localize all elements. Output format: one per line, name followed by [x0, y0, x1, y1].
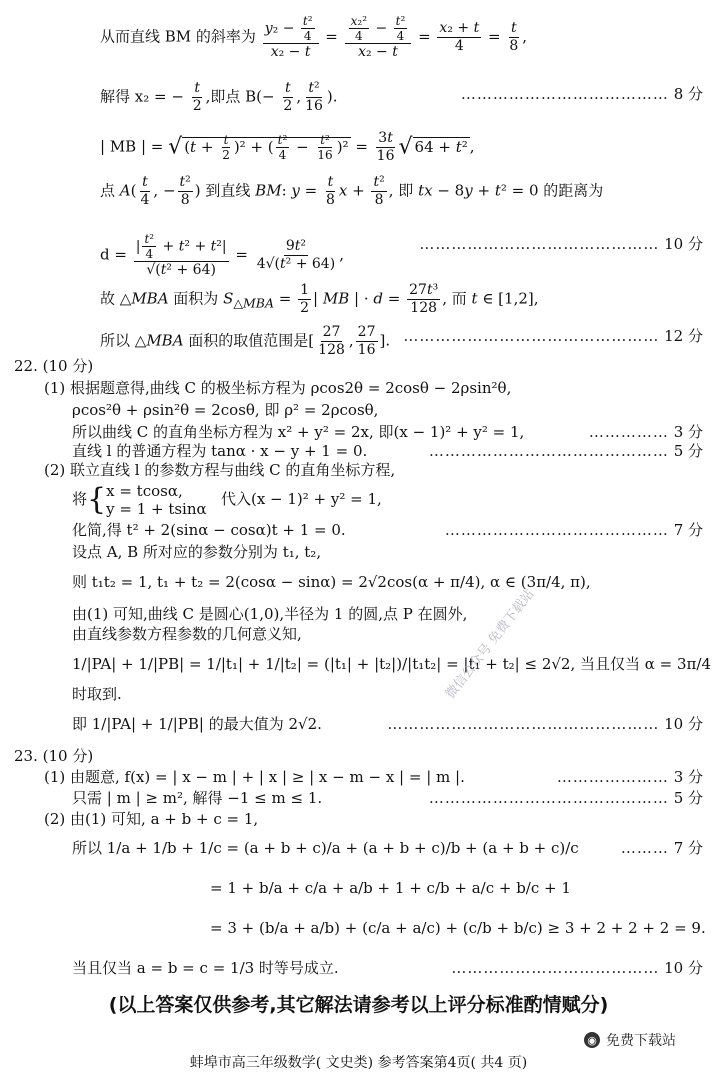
score-8: ………………………………… 8 分 — [460, 85, 703, 103]
q22-score-3: …………… 3 分 — [588, 423, 703, 441]
q23-p1-a: (1) 由题意, f(x) = | x − m | + | x | ≥ | x − m − x | = | m |. — [44, 768, 465, 786]
distance-line: d = | $\frac{\text{t²}}{4}$ + t² + t²| √(t² + 64) = $\frac{\text{9t²}}{\text{4√(t² + 64)}}$ , — [100, 232, 344, 278]
solve-xb: 解得 x₂ = − — [100, 87, 184, 106]
q22-p2-a: (2) 联立直线 l 的参数方程与曲线 C 的直角坐标方程, — [44, 461, 396, 479]
q22-score-5: ……………………………………… 5 分 — [428, 442, 703, 460]
q23-score-5: ……………………………………… 5 分 — [428, 789, 703, 807]
point-b-label: ,即点 B(− — [205, 87, 275, 106]
point-a-line: 点 A( $\frac{t}{4}$ , − $\frac{\text{t²}}{8}$ ) 到直线 BM: y = $\frac{t}{8}$ x + $\frac{\text{t²}}{8}$ , 即 tx − 8y + t² = 0 的距离为 — [100, 174, 604, 208]
area-line: 故 △MBA 面积为 $S_{\triangle MBA}$ = $\frac{1}{2}$ | MB | · d = $\frac{\text{27t³}}{128}$ , 而 t ∈ [1,2], — [100, 282, 539, 316]
q22-p2-h: 时取到. — [72, 685, 122, 703]
q22-p1-a: (1) 根据题意得,曲线 C 的极坐标方程为 ρcos2θ = 2cosθ − 2ρsin²θ, — [44, 379, 512, 397]
badge-label: 免费下载站 — [606, 1033, 676, 1049]
q23-p2-e: 当且仅当 a = b = c = 1/3 时等号成立. — [72, 959, 339, 977]
q22-p1-b: ρcos²θ + ρsin²θ = 2cosθ, 即 ρ² = 2ρcosθ, — [72, 401, 379, 419]
wechat-icon: ◉ — [584, 1032, 600, 1048]
mb-label: | MB | = — [100, 137, 164, 156]
q22-header: 22. (10 分) — [14, 357, 94, 375]
q22-p2-g: 1/|PA| + 1/|PB| = 1/|t₁| + 1/|t₂| = (|t₁| + |t₂|)/|t₁t₂| = |t₁ + t₂| ≤ 2√2, 当且仅当 α = 3π/4 — [72, 655, 712, 673]
grading-note: (以上答案仅供参考,其它解法请参考以上评分标准酌情赋分) — [108, 994, 609, 1016]
q23-p2-a: (2) 由(1) 可知, a + b + c = 1, — [44, 810, 259, 828]
watermark: 微信公众号 免费下载站 — [443, 586, 538, 702]
q22-p2-f: 由直线参数方程参数的几何意义知, — [72, 625, 302, 643]
source-badge — [584, 1030, 676, 1050]
q22-substitution: 将{ x = tcosα, y = 1 + tsinα 代入(x − 1)² + y² = 1, — [72, 482, 382, 518]
d-label: d = — [100, 245, 127, 264]
q23-score-7: ……… 7 分 — [620, 839, 703, 857]
score-10-a: ……………………………………… 10 分 — [419, 235, 703, 253]
mb-line: | MB | = √ (t + $\frac{t}{2}$ )² + ( $\frac{\text{t²}}{4}$ − $\frac{\text{t²}}{16}$ )² = $\frac{3t}{16}$ √ 64 + t² , — [100, 130, 475, 164]
page-footer: 蚌埠市高三年级数学( 文史类) 参考答案第4页( 共4 页) — [189, 1055, 528, 1071]
slope-prefix: 从而直线 BM 的斜率为 — [100, 27, 256, 46]
q22-score-10: …………………………………………… 10 分 — [387, 715, 703, 733]
q22-p1-d: 直线 l 的普通方程为 tanα · x − y + 1 = 0. — [72, 442, 368, 460]
q23-score-10: ………………………………… 10 分 — [451, 959, 703, 977]
q23-score-3: ………………… 3 分 — [556, 768, 703, 786]
q22-score-7: …………………………………… 7 分 — [444, 521, 703, 539]
q22-p1-c: 所以曲线 C 的直角坐标方程为 x² + y² = 2x, 即(x − 1)² + y² = 1, — [72, 423, 525, 441]
q23-header: 23. (10 分) — [14, 747, 94, 765]
q23-p2-c: = 1 + b/a + c/a + a/b + 1 + c/b + a/c + b/c + 1 — [210, 879, 571, 897]
slope-line: 从而直线 BM 的斜率为 y₂ − $\frac{\text{t²}}{4}$ x₂ − t = $\frac{\text{x₂²}}{4}$ − $\frac{\text{t²}}{4}$ x₂ − t = $\frac{\text{x₂ + t}}{4}$ = $\frac{t}{8}$ , — [100, 14, 528, 60]
q22-p2-b: 化简,得 t² + 2(sinα − cosα)t + 1 = 0. — [72, 521, 346, 539]
q23-p2-d: = 3 + (b/a + a/b) + (c/a + a/c) + (c/b + b/c) ≥ 3 + 2 + 2 + 2 = 9. — [210, 919, 706, 937]
q22-p2-c: 设点 A, B 所对应的参数分别为 t₁, t₂, — [72, 543, 322, 561]
q22-p2-i: 即 1/|PA| + 1/|PB| 的最大值为 2√2. — [72, 715, 322, 733]
range-line: 所以 △MBA 面积的取值范围是[ $\frac{27}{128}$ , $\frac{27}{16}$ ]. — [100, 324, 391, 358]
q22-p2-e: 由(1) 可知,曲线 C 是圆心(1,0),半径为 1 的圆,点 P 在圆外, — [72, 605, 468, 623]
solve-xb-line: 解得 x₂ = − $\frac{t}{2}$ ,即点 B(− $\frac{t}{2}$ , $\frac{\text{t²}}{16}$ ). — [100, 80, 338, 114]
q23-p1-b: 只需 | m | ≥ m², 解得 −1 ≤ m ≤ 1. — [72, 789, 323, 807]
score-12: ………………………………………… 12 分 — [403, 327, 703, 345]
q23-p2-b: 所以 1/a + 1/b + 1/c = (a + b + c)/a + (a + b + c)/b + (a + b + c)/c — [72, 839, 579, 857]
q22-p2-d: 则 t₁t₂ = 1, t₁ + t₂ = 2(cosα − sinα) = 2√2cos(α + π/4), α ∈ (3π/4, π), — [72, 573, 591, 591]
